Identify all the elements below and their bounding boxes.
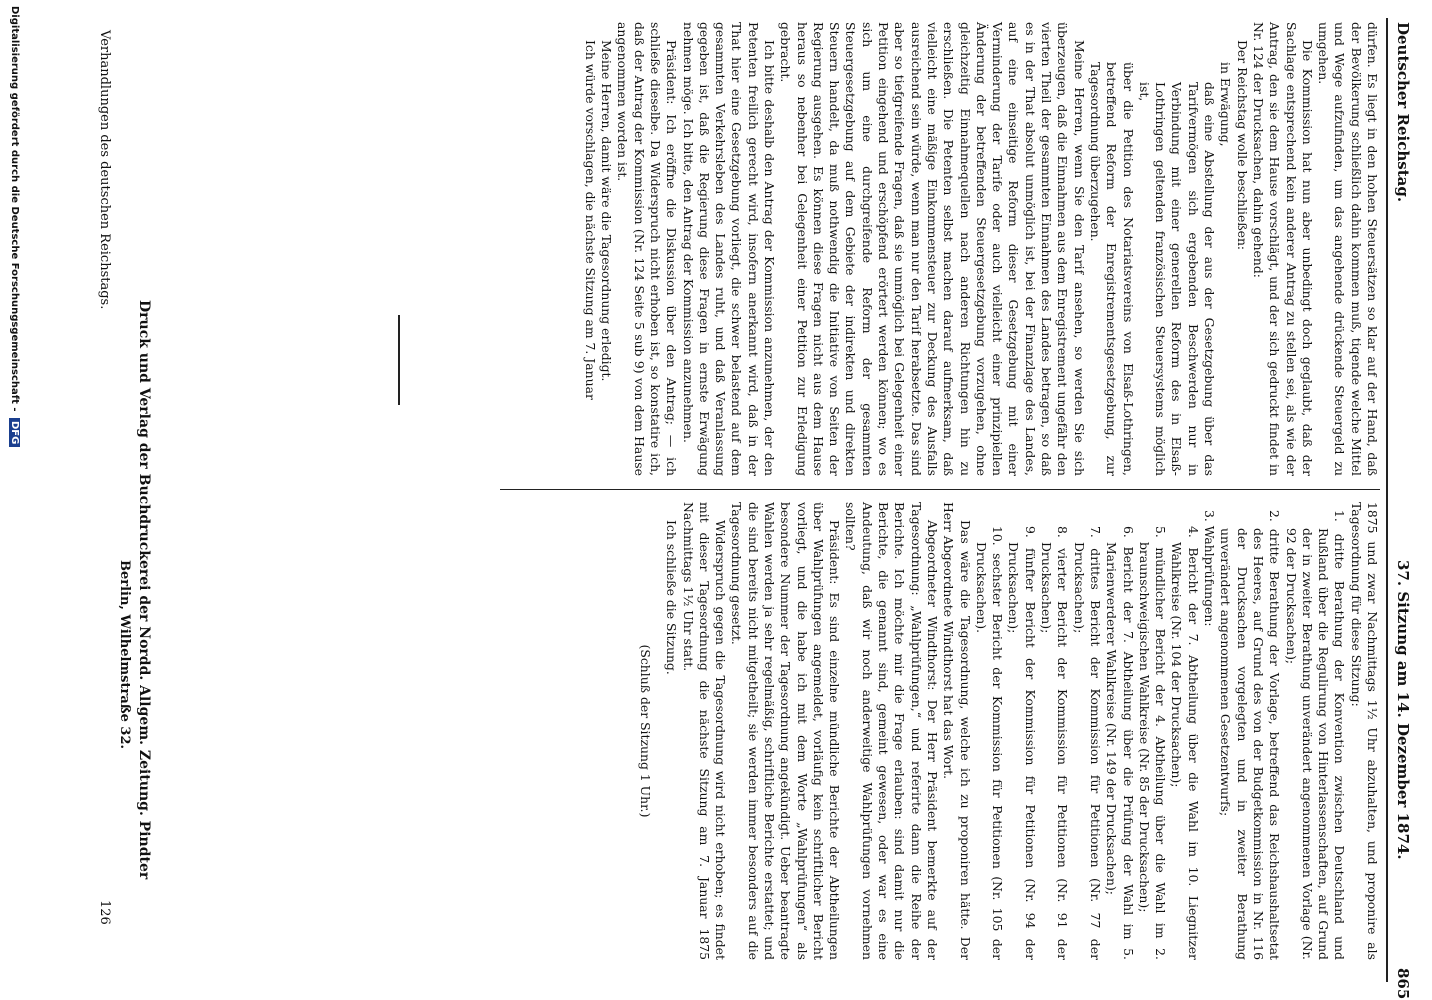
- printer-line-1: Druck und Verlag der Buchdruckerei der Nordd. Allgem. Zeitung. Pindter: [136, 300, 152, 880]
- column-divider: [500, 489, 1380, 490]
- list-item: 4. Bericht der 7. Abtheilung über die Wahl im 10. Liegnitzer Wahlkreise (Nr. 104 der Drucksachen);: [1169, 526, 1201, 960]
- paragraph: daß eine Abstellung der aus der Gesetzgebung über das Tarifvermögen sich ergebenden Beschwerden nur in Verbindung mit einer generellen Reform des in Elsaß-Lothringen geltenden französischen Steuersystems möglich ist,: [1136, 82, 1218, 476]
- paragraph: Abgeordneter Windthorst: Der Herr Präsident bemerkte auf der Tagesordnung: „Wahlprüfungen,“ und referirte dann die Reihe der Berichte. Ich möchte mir die Frage erlauben: sind damit nur die Berichte, die genannt sind, gemeint gewesen, oder war es eine Andeutung, daß wir noch anderweitige Wahlprüfungen vornehmen sollten?: [843, 502, 940, 960]
- section-rule: [398, 315, 400, 405]
- paragraph: 1875 und zwar Nachmittags 1½ Uhr abzuhalten, und proponire als Tagesordnung für diese Sitzung:: [1348, 502, 1380, 960]
- list-item: 10. sechster Bericht der Kommission für Petitionen (Nr. 105 der Drucksachen).: [973, 526, 1006, 960]
- list-item: 9. fünfter Bericht der Kommission für Petitionen (Nr. 94 der Drucksachen);: [1006, 526, 1038, 960]
- paragraph: Präsident: Es sind einzelne mündliche Berichte der Abtheilungen über Wahlprüfungen angemeldet, vorläufig kein schriftlicher Bericht vorliegt, und die habe ich mit dem Worte „Wahlprüfungen“ als besondere Nummer der Tagesordnung angekündigt. Ueber beantragte Wahlen werden ja sehr regelmäßig, schriftliche Berichte erstattet; und die sind bereits nicht mitgetheilt; sie werden immer besonders auf die Tagesordnung gesetzt.: [729, 502, 843, 960]
- paragraph: Widerspruch gegen die Tagesordnung wird nicht erhoben; es findet mit dieser Tagesordnung die nächste Sitzung am 7. Januar 1875 Nachmittags 1½ Uhr statt.: [680, 502, 729, 960]
- left-column: [500, 22, 1380, 476]
- paragraph: Meine Herren, damit wäre die Tagesordnung erledigt.: [599, 40, 615, 382]
- digitization-text: Digitalisierung gefördert durch die Deutsche Forschungsgemeinschaft -: [9, 6, 20, 412]
- page-number-top: 865: [1394, 968, 1412, 1000]
- paragraph: Ich würde vorschlagen, die nächste Sitzung am 7. Januar: [582, 40, 598, 400]
- list-item: 2. dritte Berathung der Vorlage, betreffend das Reichshaushaltsetat des Heeres, auf Grund des von der Budgetkommission in Nr. 116 der Drucksachen vorgelegten und in zweiter Berathung unverändert angenommenen Gesetzentwurfs;: [1218, 510, 1283, 960]
- footer-page-number: 126: [97, 900, 112, 925]
- list-item: 6. Bericht der 7. Abtheilung über die Prüfung der Wahl im 5. Marienwerderer Wahlkreise (Nr. 149 der Drucksachen);: [1104, 526, 1136, 960]
- list-item: 8. vierter Bericht der Kommission für Petitionen (Nr. 91 der Drucksachen);: [1039, 526, 1071, 960]
- list-item: 7. drittes Bericht der Kommission für Petitionen (Nr. 77 der Drucksachen);: [1071, 526, 1103, 960]
- closing-note: (Schluß der Sitzung 1 Uhr.): [637, 644, 653, 818]
- header-left: Deutscher Reichstag.: [1394, 22, 1412, 203]
- paragraph: dürfen. Es liegt in den hohen Steuersätzen so klar auf der Hand, daß der Bevölkerung schließlich dahin kommen muß, tiqende welche Mittel und Wege aufzufinden, um das angehende drückende Steuergeld zu umgehen.: [1316, 22, 1380, 476]
- dfg-logo: DFG: [9, 418, 20, 447]
- header-rule: [1387, 18, 1389, 982]
- list-item: 1. dritte Berathung der Konvention zwischen Deutschland und Rußland über die Regulirung von Hinterlassenschaften, auf Grund der in zweiter Berathung unverändert angenommenen Vorlage (Nr. 92 der Drucksachen);: [1283, 510, 1348, 960]
- paragraph: in Erwägung,: [1218, 62, 1234, 147]
- paragraph: Das wäre die Tagesordnung, welche ich zu proponiren hätte. Der Herr Abgeordnete Windthorst hat das Wort.: [941, 502, 973, 960]
- list-item: 5. mündlicher Bericht der 4. Abtheilung über die Wahl im 2. braunschweigischen Wahlkreise (Nr. 85 der Drucksachen);: [1136, 526, 1169, 960]
- paragraph: über die Petition des Notariatsvereins von Elsaß-Lothringen, betreffend Reform der Enregistrementsgesetzgebung, zur Tagesordnung überzugehen.: [1087, 62, 1136, 476]
- paragraph: Der Reichstag wolle beschließen:: [1234, 40, 1250, 251]
- header-center: 37. Sitzung am 14. Dezember 1874.: [1394, 560, 1412, 860]
- printer-line-2: Berlin, Wilhelmstraße 32.: [117, 560, 132, 750]
- right-column: [500, 502, 1380, 960]
- paragraph: Meine Herren, wenn Sie den Tarif ansehen, so werden Sie sich überzeugen, daß die Einnahmen aus dem Enregistrement ungefähr den vierten Theil der gesammten Einnahmen des Landes betragen, so daß es in der That absolut unmöglich ist, bei der Finanzlage des Landes, auf eine einseitige Reform dieser Gesetzgebung mit einer Verminderung der Tarife oder auch vielleicht einer prinzipiellen Änderung der betreffenden Steuergesetzgebung vorzugehen, ohne gleichzeitig Einnahmequellen nach anderen Richtungen hin zu erschließen. Die Petenten selbst machen darauf aufmerksam, daß vielleicht eine mäßige Einkommensteuer zur Deckung des Ausfalls ausreichend sein würde, wenn man nur den Tarif herabsetzte. Das sind aber so tiefgreifende Fragen, daß sie unmöglich bei Gelegenheit einer Petition eingehend und erschöpfend erörtert werden können; wo es sich um eine durchgreifende Reform der gesammten Steuergesetzgebung auf dem Gebiete der indirekten und direkten Steuern handelt, da muß nothwendig die Initiative von Seiten der Regierung ausgehen. Es können diese Fragen nicht aus dem Hause heraus so nebenher bei Gelegenheit einer Petition zur Erledigung gebracht.: [778, 22, 1087, 476]
- digitization-note: [9, 6, 20, 447]
- paragraph: Ich bitte deshalb den Antrag der Kommission anzunehmen, der den Petenten freilich gerecht wird, insofern anerkannt wird, daß in der That hier eine Gesetzgebung vorliegt, die schwer belastend auf dem gesammten Verkehrsleben des Landes ruht, und daß Veranlassung gegeben ist, daß die Regierung diese Fragen in ernste Erwägung nehmen möge. Ich bitte, den Antrag der Kommission anzunehmen.: [680, 22, 778, 476]
- paragraph: Präsident: Ich eröffne die Diskussion über den Antrag; — ich schließe dieselbe. Da Widerspruch nicht erhoben ist, so konstatire ich, daß der Antrag der Kommission (Nr. 124 Seite 5 sub 9) von dem Hause angenommen worden ist.: [615, 22, 680, 476]
- footer-left: Verhandlungen des deutschen Reichstags.: [97, 30, 112, 310]
- list-item: 3. Wahlprüfungen:: [1202, 510, 1218, 627]
- paragraph: Die Kommission hat nun aber unbedingt doch geglaubt, daß der Sachlage entsprechend kein anderer Antrag zu stellen sei, als wie der Antrag, den sie dem Hause vorschlägt, und der sich gedruckt findet in Nr. 124 der Drucksachen, dahin gehend:: [1250, 22, 1315, 476]
- paragraph: Ich schließe die Sitzung.: [664, 520, 680, 675]
